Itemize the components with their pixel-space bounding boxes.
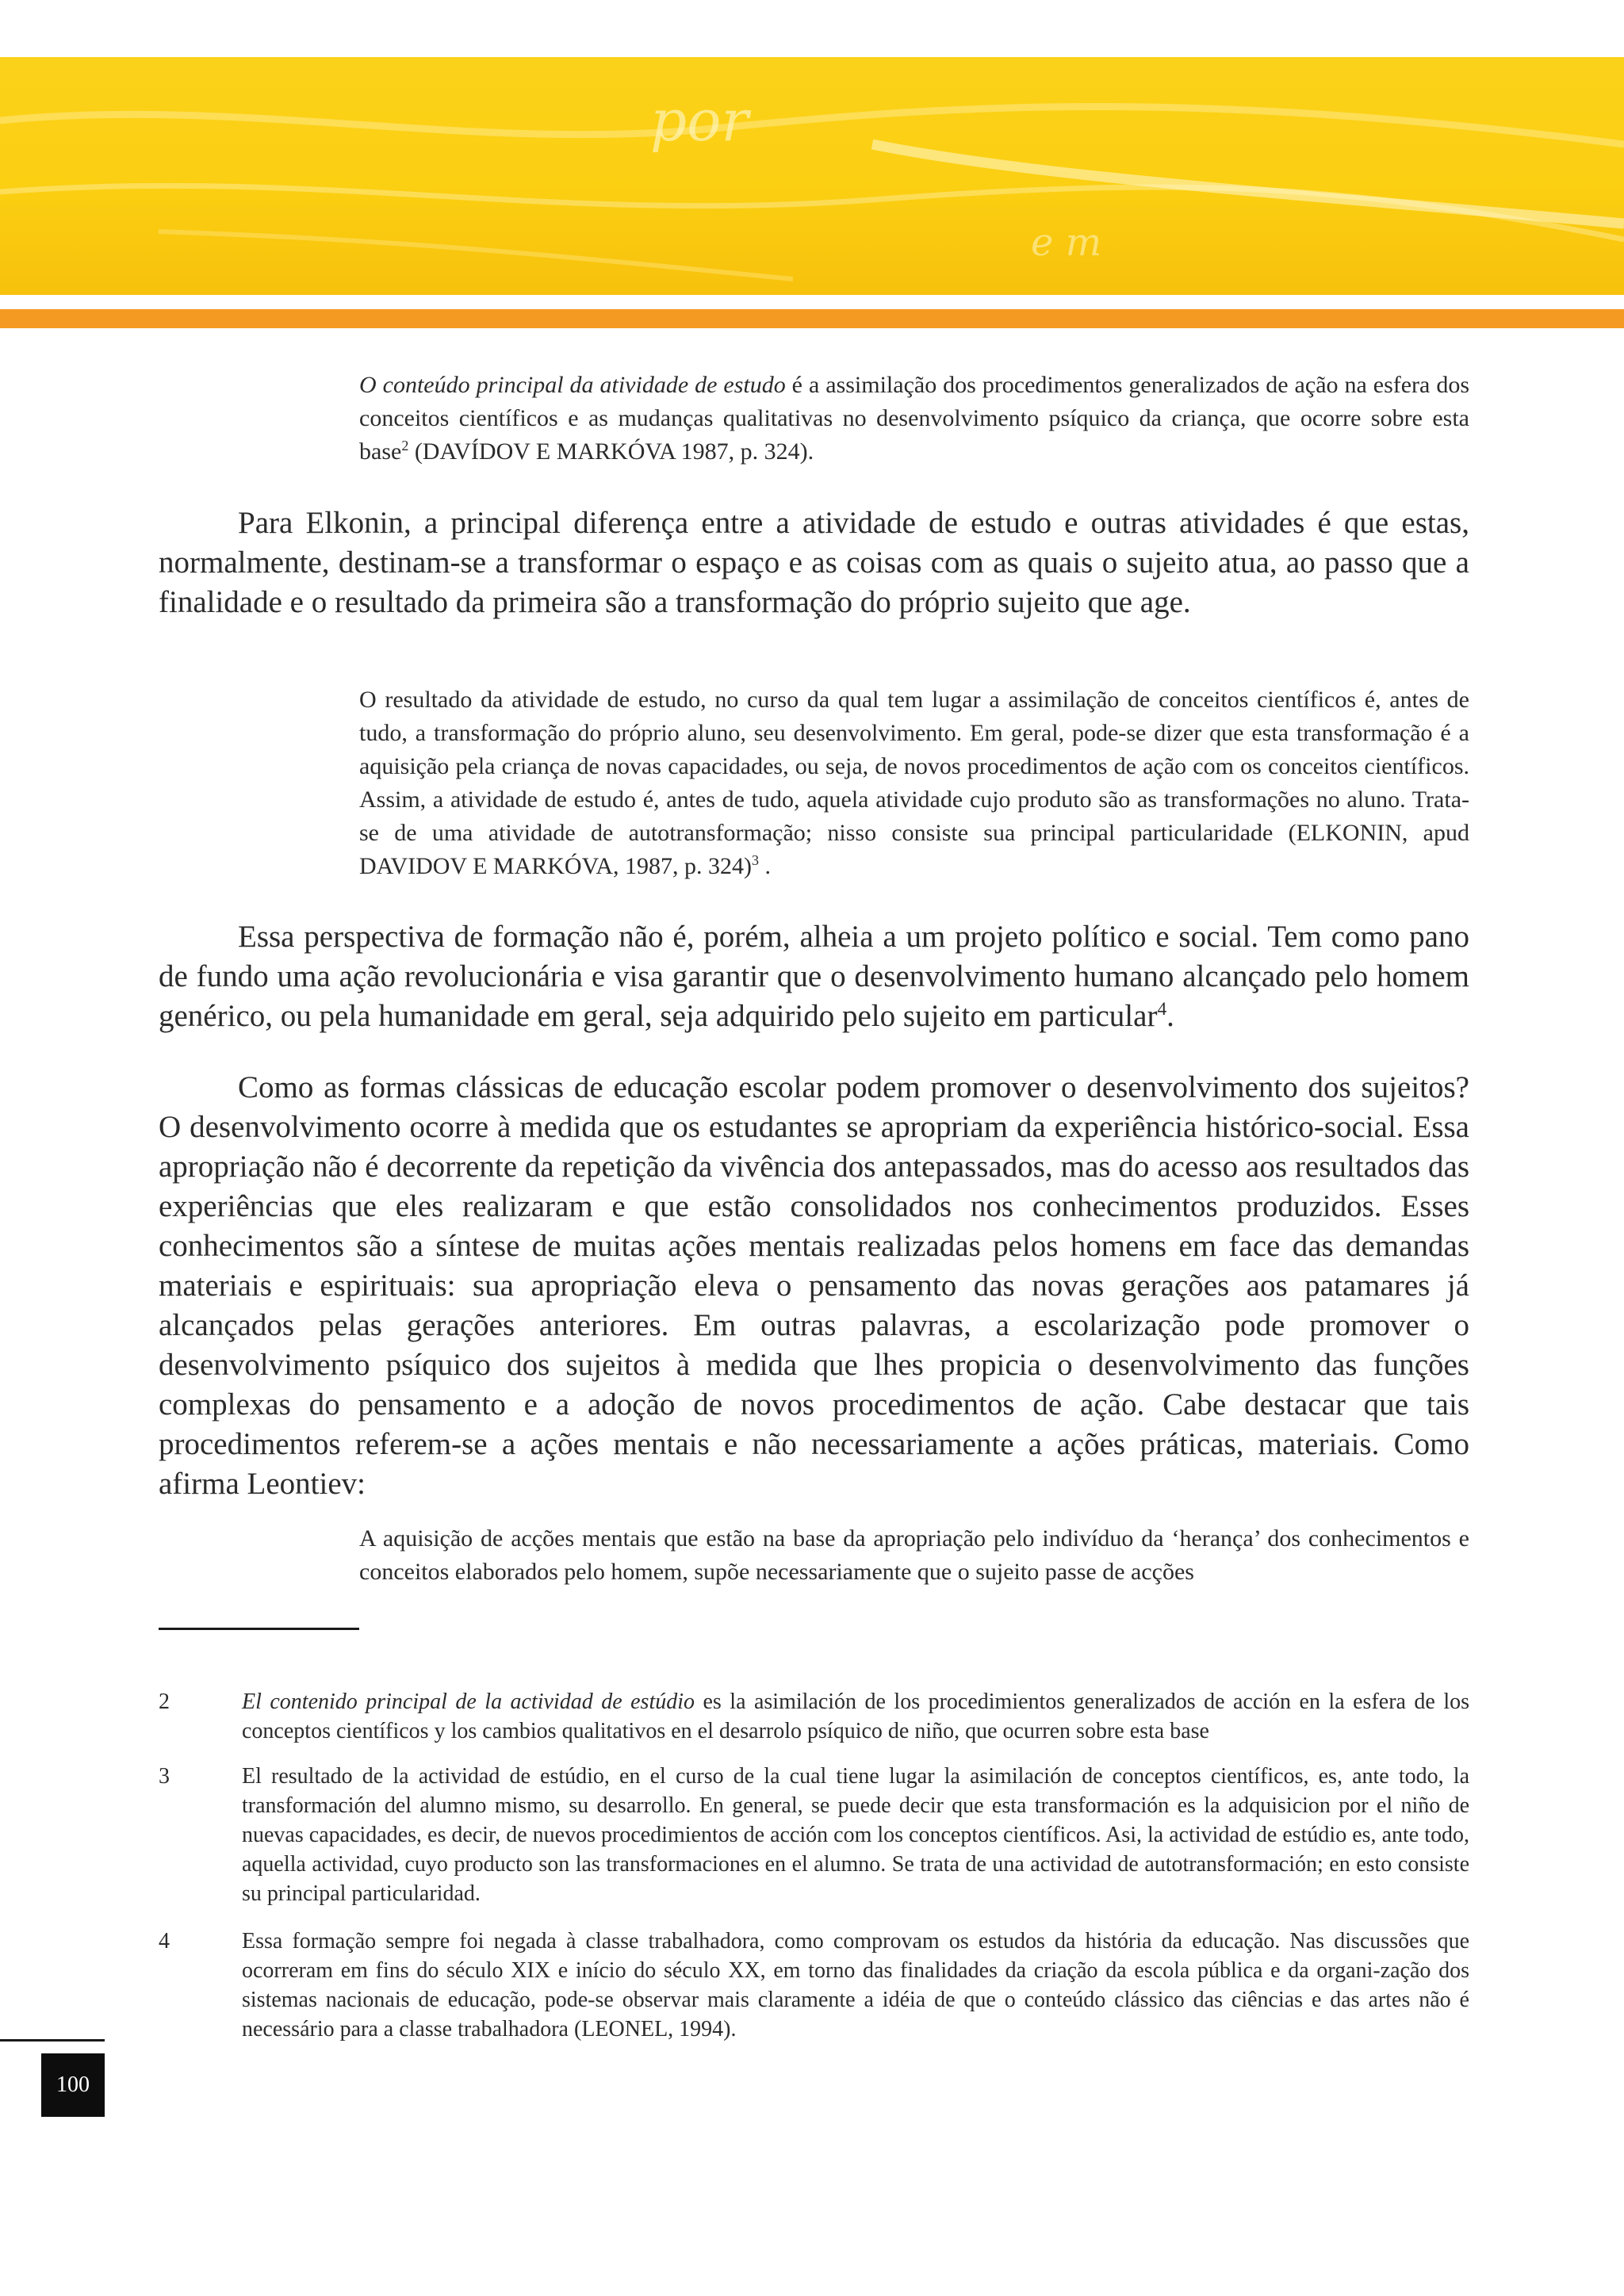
footnote-ref-2: 2 — [401, 438, 409, 453]
paragraph-1-text: Para Elkonin, a principal diferença entre a atividade de estudo e outras atividades é que estas, normalmente, destinam-se a transformar o espaço e as coisas com as quais o sujeito atua, ao passo que a finalidade e o resultado da primeira são a transformação do próprio sujeito que age. — [159, 506, 1469, 619]
paragraph-1 — [159, 503, 1469, 622]
footnote-ref-3: 3 — [752, 852, 760, 868]
footnote-separator — [159, 1628, 359, 1630]
footnote-number: 4 — [159, 1929, 170, 1954]
page-number-rule — [0, 2039, 105, 2042]
footnote-text: El resultado de la actividad de estúdio, en el curso de la cual tiene lugar la asimilación de conceptos científicos, es, ante todo, la transformación del alumno mismo, su desarrollo. En general, se puede decir que esta transformación es la adquisicion por el niño de nuevas capacidades, es decir, de nuevos procedimientos de acción com los conceptos científicos. Asi, la actividad de estúdio es, ante todo, aquella actividad, cuyo producto son las transformaciones en el alumno. Se trata de una actividad de autotransformación; en esto consiste su principal particularidad. — [242, 1764, 1469, 1906]
block-quote-2-text: O resultado da atividade de estudo, no curso da qual tem lugar a assimilação de conceitos científicos é, antes de tudo, a transformação do próprio aluno, seu desenvolvimento. Em geral, pode-se dizer que esta transformação é a aquisição pela criança de novas capacidades, ou seja, de novos procedimentos de ação com os conceitos científicos. Assim, a atividade de estudo é, antes de tudo, aquela atividade cujo produto são as transformações no aluno. Trata-se de uma atividade de autotransformação; nisso consiste sua principal particularidade (ELKONIN, apud DAVIDOV E MARKÓVA, 1987, p. 324) — [359, 687, 1469, 879]
block-quote-3-text: A aquisição de acções mentais que estão na base da apropriação pelo indivíduo da ‘herança’ dos conhecimentos e conceitos elaborados pelo homem, supõe necessariamente que o sujeito passe de acções — [359, 1525, 1469, 1585]
block-quote-2 — [359, 683, 1469, 883]
page-number: 100 — [41, 2053, 105, 2117]
paragraph-3 — [159, 1068, 1469, 1504]
handwriting-texture — [0, 57, 1624, 295]
footnote-text: Essa formação sempre foi negada à classe trabalhadora, como comprovam os estudos da história da educação. Nas discussões que ocorreram em fins do século XIX e início do século XX, em torno das finalidades da criação da escola pública e da organi-zação dos sistemas nacionais de educação, pode-se observar mais claramente a idéia de que o conteúdo clássico das ciências e das artes não é necessário para a classe trabalhadora (LEONEL, 1994). — [242, 1929, 1469, 2042]
block-quote-1-text: é a assimilação dos procedimentos generalizados de ação na esfera dos conceitos científicos e as mudanças qualitativas no desenvolvimento psíquico da criança, que ocorre sobre esta base — [359, 372, 1470, 465]
footnote-body: es la asimilación de los procedimientos generalizados de acción en la esfera de los conceptos científicos y los cambios qualitativos en el desarrolo psíquico de niño, que ocurren sobre esta base — [242, 1689, 1469, 1743]
footnote-italic: El contenido principal de la actividad de estúdio — [242, 1689, 695, 1714]
paragraph-3-text: Como as formas clássicas de educação escolar podem promover o desenvolvimento dos sujeitos? O desenvolvimento ocorre à medida que os estudantes se apropriam da experiência histórico-social. Essa apropriação não é decorrente da repetição da vivência dos antepassados, mas do acesso aos resultados das experiências que eles realizaram e que estão consolidados nos conhecimentos produzidos. Esses conhecimentos são a síntese de muitas ações mentais realizadas pelos homens em face das demandas materiais e espirituais: sua apropriação eleva o pensamento das novas gerações aos patamares já alcançados pelas gerações anteriores. Em outras palavras, a escolarização pode promover o desenvolvimento psíquico dos sujeitos à medida que lhes propicia o desenvolvimento das funções complexas do pensamento e a adoção de novos procedimentos de ação. Cabe destacar que tais procedimentos referem-se a ações mentais e não necessariamente a ações práticas, materiais. Como afirma Leontiev: — [159, 1070, 1469, 1501]
block-quote-1 — [359, 369, 1469, 469]
script-word-por: por — [650, 87, 749, 154]
paragraph-2-text: Essa perspectiva de formação não é, porém, alheia a um projeto político e social. Tem como pano de fundo uma ação revolucionária e visa garantir que o desenvolvimento humano alcançado pelo homem genérico, ou pela humanidade em geral, seja adquirido pelo sujeito em particular — [159, 920, 1469, 1033]
footnote-number: 3 — [159, 1764, 170, 1789]
block-quote-2-tail: . — [759, 853, 772, 879]
block-quote-3 — [359, 1522, 1469, 1589]
footnote-text — [242, 1687, 1469, 1746]
header-orange-band — [0, 309, 1624, 328]
block-quote-1-italic: O conteúdo principal da atividade de estudo — [359, 372, 786, 398]
block-quote-1-citation: (DAVÍDOV E MARKÓVA 1987, p. 324). — [408, 438, 814, 465]
header-banner — [0, 57, 1624, 295]
footnote-number: 2 — [159, 1689, 170, 1714]
paragraph-2-tail: . — [1166, 999, 1174, 1033]
paragraph-2 — [159, 917, 1469, 1036]
footnote-ref-4: 4 — [1157, 999, 1167, 1020]
script-word-em: e m — [1031, 220, 1102, 265]
